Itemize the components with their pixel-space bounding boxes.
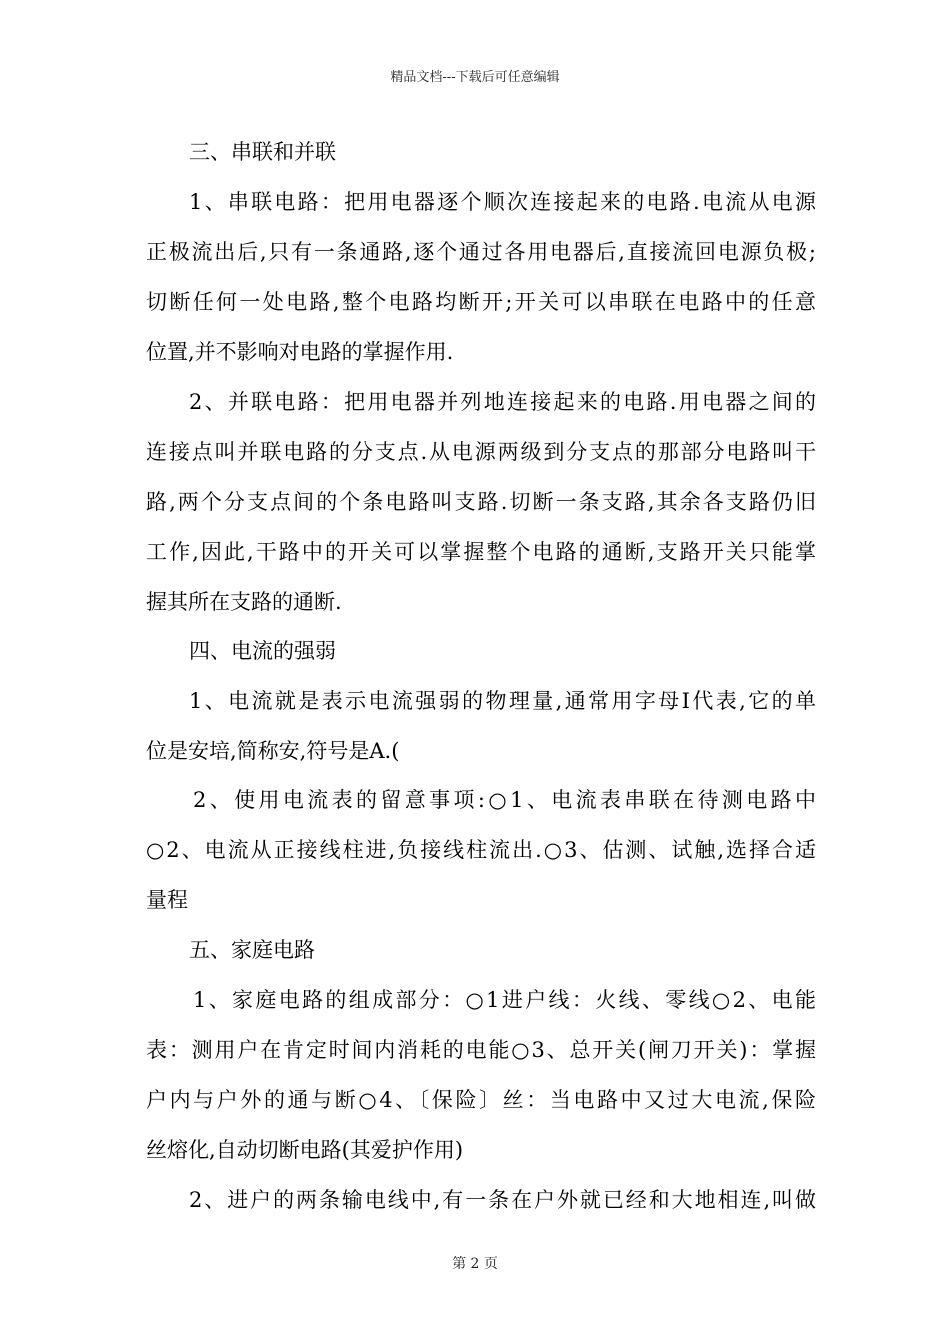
paragraph-line: 丝熔化,自动切断电路(其爱护作用) <box>146 1138 464 1162</box>
paragraph-line: 1、家庭电路的组成部分：○1进户线：火线、零线○2、电能 <box>193 988 816 1012</box>
page-number: 第 2 页 <box>452 1256 498 1272</box>
heading-current-strength: 四、电流的强弱 <box>189 639 336 663</box>
paragraph-line: ○2、电流从正接线柱进,负接线柱流出.○3、估测、试触,选择合适 <box>146 838 816 862</box>
heading-household-circuit: 五、家庭电路 <box>189 938 315 962</box>
paragraph-line: 1、电流就是表示电流强弱的物理量,通常用字母I代表,它的单 <box>189 689 816 713</box>
paragraph-line: 2、进户的两条输电线中,有一条在户外就已经和大地相连,叫做 <box>189 1188 816 1212</box>
paragraph-line: 1、串联电路：把用电器逐个顺次连接起来的电路.电流从电源 <box>189 190 816 214</box>
paragraph-line: 位置,并不影响对电路的掌握作用. <box>146 340 454 364</box>
paragraph-line: 工作,因此,干路中的开关可以掌握整个电路的通断,支路开关只能掌 <box>146 540 816 564</box>
paragraph-line: 2、并联电路：把用电器并列地连接起来的电路.用电器之间的 <box>189 390 816 414</box>
paragraph-line: 正极流出后,只有一条通路,逐个通过各用电器后,直接流回电源负极; <box>146 240 816 264</box>
paragraph-line: 表：测用户在肯定时间内消耗的电能○3、总开关(闸刀开关)：掌握 <box>146 1038 816 1062</box>
paragraph-line: 位是安培,简称安,符号是A.( <box>146 739 400 763</box>
paragraph-line: 2、使用电流表的留意事项:○1、电流表串联在待测电路中 <box>193 788 816 812</box>
paragraph-line: 户内与户外的通与断○4、〔保险〕丝：当电路中又过大电流,保险 <box>146 1088 816 1112</box>
paragraph-line: 连接点叫并联电路的分支点.从电源两级到分支点的那部分电路叫干 <box>146 440 816 464</box>
paragraph-line: 切断任何一处电路,整个电路均断开;开关可以串联在电路中的任意 <box>146 290 816 314</box>
page-header: 精品文档---下载后可任意编辑 <box>390 70 560 85</box>
paragraph-line: 量程 <box>146 888 188 912</box>
paragraph-line: 路,两个分支点间的个条电路叫支路.切断一条支路,其余各支路仍旧 <box>146 490 816 514</box>
heading-series-parallel: 三、串联和并联 <box>189 140 336 164</box>
paragraph-line: 握其所在支路的通断. <box>146 590 342 614</box>
